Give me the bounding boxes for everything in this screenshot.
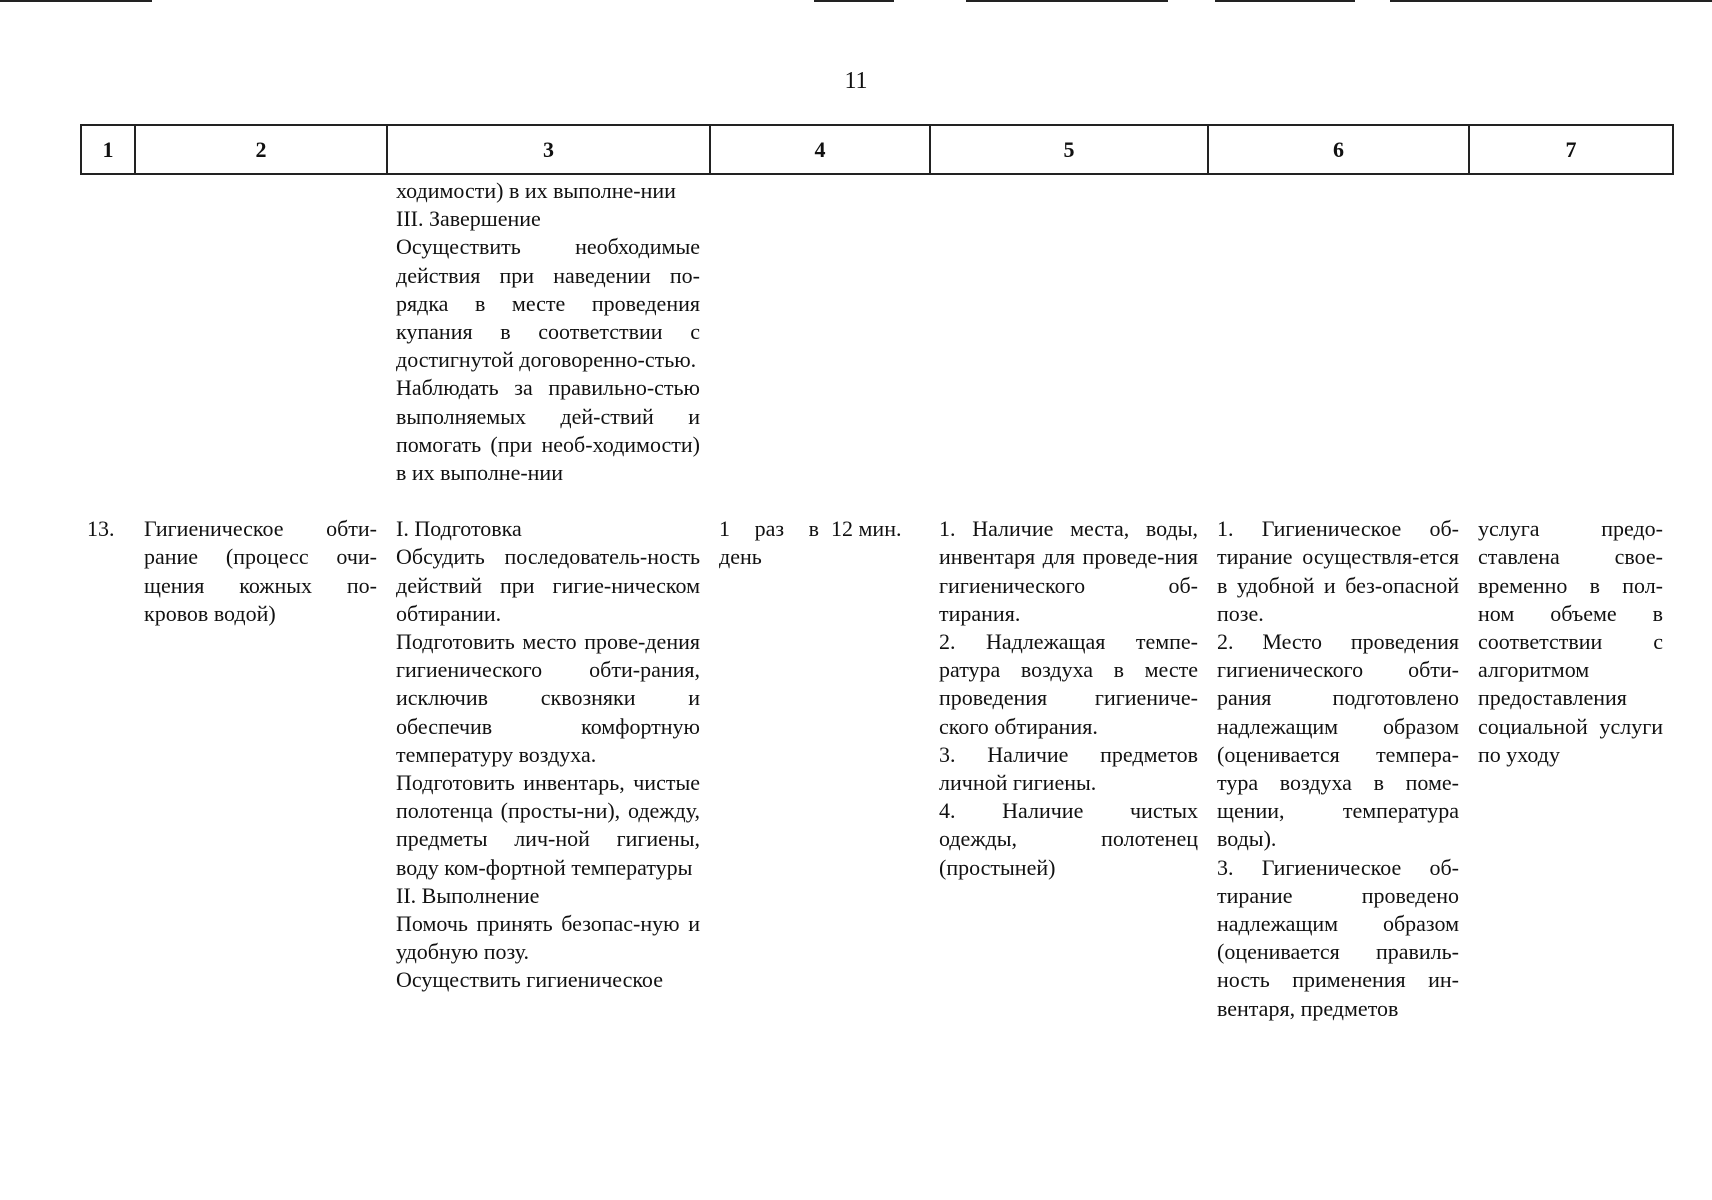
condition-item: 3. Наличие предметов личной гигиены. bbox=[939, 741, 1198, 796]
paragraph: Подготовить место прове-дения гигиенического обти-рания, исключив сквозняки и обеспечив комфортную температуру воздуха. bbox=[396, 629, 700, 767]
service-content-cell bbox=[387, 515, 710, 1023]
top-edge-line bbox=[1390, 0, 1712, 2]
column-header: 4 bbox=[710, 125, 930, 174]
continuation-content-cell bbox=[387, 174, 710, 487]
paragraph: Осуществить гигиеническое bbox=[396, 967, 663, 993]
continuation-row bbox=[81, 174, 1673, 487]
quality-indicators-cell bbox=[1208, 515, 1469, 1023]
frequency-duration-cell bbox=[710, 515, 930, 1023]
top-edge-line bbox=[814, 0, 894, 2]
column-header: 2 bbox=[135, 125, 387, 174]
top-edge-line bbox=[966, 0, 1168, 2]
quality-item: 1. Гигиеническое об-тирание осуществля-ется в удобной и без-опасной позе. bbox=[1217, 516, 1459, 626]
paragraph: Подготовить инвентарь, чистые полотенца (просты-ни), одежду, предметы лич-ной гигиены, воду ком-фортной температуры bbox=[396, 770, 700, 880]
column-header: 3 bbox=[387, 125, 710, 174]
table-row bbox=[81, 515, 1673, 1023]
quality-item: 2. Место проведения гигиенического обти-рания подготовлено надлежащим образом (оценивается темпера-тура воздуха в поме-щении, температура воды). bbox=[1217, 629, 1459, 852]
paragraph: Наблюдать за правильно-стью выполняемых дей-ствий и помогать (при необ-ходимости) в их выполне-нии bbox=[396, 375, 700, 486]
frequency: 1 раз в день bbox=[719, 516, 819, 570]
quality-item: 3. Гигиеническое об-тирание проведено надлежащим образом (оценивается правиль-ность применения ин-вентаря, предметов bbox=[1217, 854, 1459, 1021]
header-row bbox=[81, 125, 1673, 174]
column-header: 5 bbox=[930, 125, 1208, 174]
service-name-cell: Гигиеническое обти-рание (процесс очи-щения кожных по-кровов водой) bbox=[144, 516, 377, 626]
paragraph: ходимости) в их выполне-нии bbox=[396, 178, 676, 203]
conditions-cell bbox=[930, 515, 1208, 1023]
duration: 12 мин. bbox=[831, 516, 902, 542]
condition-item: 1. Наличие места, воды, инвентаря для проведе-ния гигиенического об-тирания. bbox=[939, 516, 1198, 626]
section-heading: I. Подготовка bbox=[396, 516, 522, 542]
condition-item: 2. Надлежащая темпе-ратура воздуха в месте проведения гигиениче-ского обтирания. bbox=[939, 629, 1198, 739]
section-heading: II. Выполнение bbox=[396, 882, 540, 908]
paragraph: Помочь принять безопас-ную и удобную позу. bbox=[396, 911, 700, 965]
row-spacer bbox=[81, 487, 1673, 515]
services-table bbox=[80, 124, 1674, 1023]
column-header: 1 bbox=[81, 125, 135, 174]
top-edge-line bbox=[1215, 0, 1355, 2]
page-number: 11 bbox=[844, 68, 868, 94]
condition-item: 4. Наличие чистых одежды, полотенец (простыней) bbox=[939, 798, 1198, 880]
paragraph: Обсудить последователь-ность действий при гигие-ническом обтирании. bbox=[396, 544, 700, 626]
paragraph: Осуществить необходимые действия при наведении по-рядка в месте проведения купания в соответствии с достигнутой договоренно-стью. bbox=[396, 234, 700, 373]
column-header: 7 bbox=[1469, 125, 1673, 174]
section-heading: III. Завершение bbox=[396, 206, 541, 232]
evaluation-cell: услуга предо-ставлена свое-временно в пол-ном объеме в соответствии с алгоритмом предоставления социальной услуги по уходу bbox=[1478, 516, 1663, 767]
row-number: 13. bbox=[87, 516, 115, 542]
top-edge-line bbox=[0, 0, 152, 2]
column-header: 6 bbox=[1208, 125, 1469, 174]
